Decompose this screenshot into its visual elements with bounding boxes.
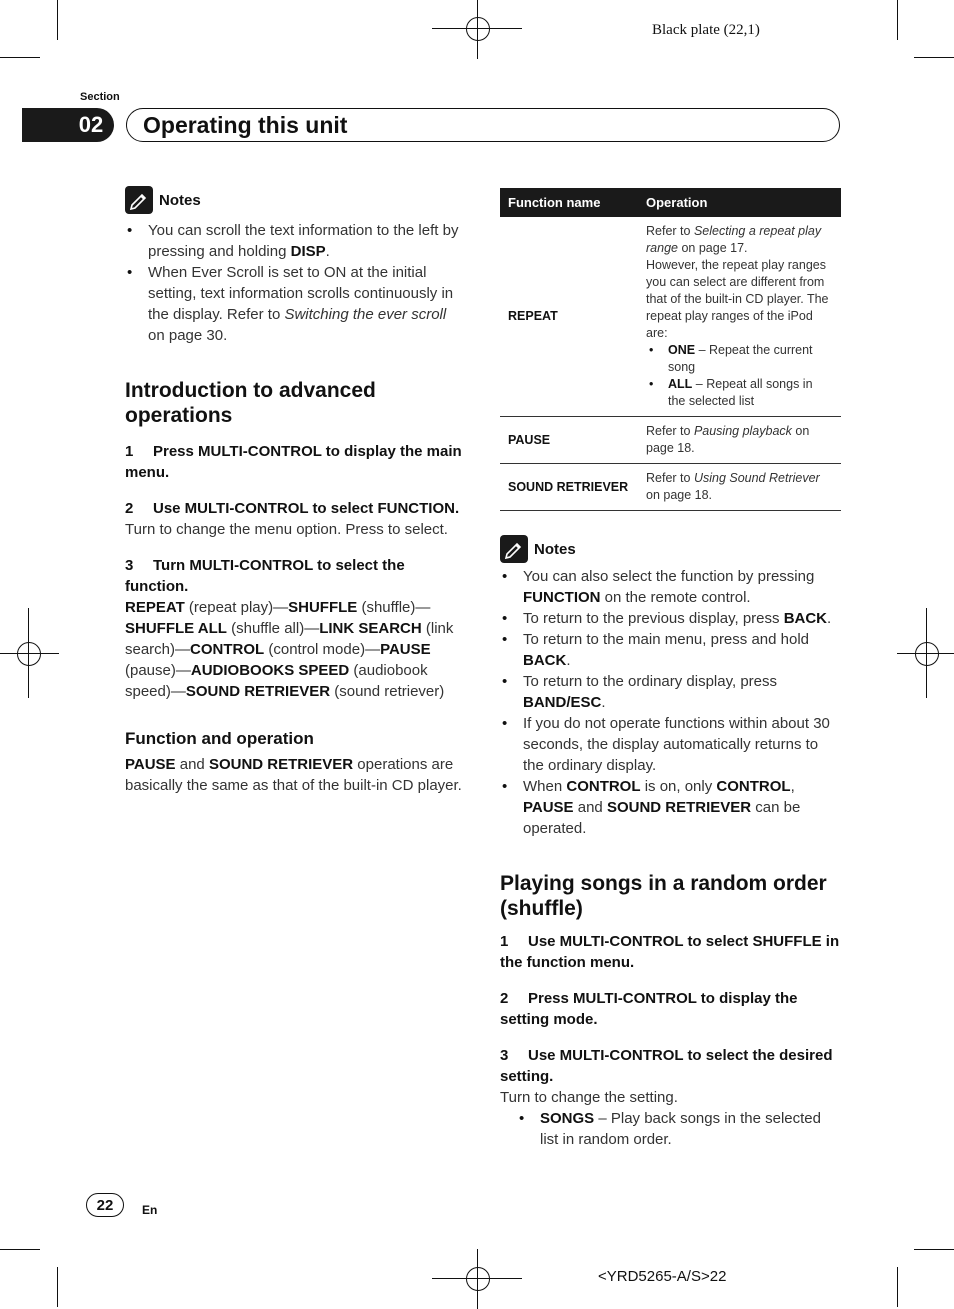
shuffle-step-1: 1 Use MULTI-CONTROL to select SHUFFLE in the function menu. <box>500 933 840 971</box>
function-sequence: REPEAT (repeat play)—SHUFFLE (shuffle)—SHUFFLE ALL (shuffle all)—LINK SEARCH (link search)—CONTROL (control mode)—PAUSE (pause)—AUDIOBOOKS SPEED (audiobook speed)—SOUND RETRIEVER (sound retriever) <box>125 599 454 700</box>
registration-mark-top <box>460 11 496 47</box>
list-item: • If you do not operate functions within about 30 seconds, the display automatically returns to the ordinary display. <box>500 713 841 776</box>
list-item: • To return to the previous display, press BACK. <box>500 608 841 629</box>
crop-mark <box>57 0 58 40</box>
list-item: • You can also select the function by pressing FUNCTION on the remote control. <box>500 566 841 608</box>
right-column <box>500 188 841 1150</box>
shuffle-heading: Playing songs in a random order (shuffle) <box>500 872 827 920</box>
list-item: • SONGS – Play back songs in the selected list in random order. <box>517 1108 841 1150</box>
list-item: • When Ever Scroll is set to ON at the initial setting, text information scrolls continuously in the display. Refer to Switching the ever scroll on page 30. <box>125 262 465 346</box>
operation-cell: Refer to Using Sound Retriever on page 18. <box>638 464 841 511</box>
section-title: Operating this unit <box>126 108 840 142</box>
pencil-icon <box>125 186 153 214</box>
table-header-row <box>500 188 841 217</box>
list-item: • To return to the ordinary display, press BAND/ESC. <box>500 671 841 713</box>
document-code: <YRD5265-A/S>22 <box>598 1268 727 1285</box>
repeat-options-list <box>646 342 831 410</box>
plate-label: Black plate (22,1) <box>652 22 760 38</box>
intro-step-3: 3 Turn MULTI-CONTROL to select the function. <box>125 557 405 595</box>
table-row <box>500 217 841 417</box>
crop-mark <box>897 1267 898 1307</box>
registration-mark-right <box>909 636 945 672</box>
shuffle-step-3: 3 Use MULTI-CONTROL to select the desired setting. <box>500 1047 833 1085</box>
table-row <box>500 464 841 511</box>
intro-step-2: 2 Use MULTI-CONTROL to select FUNCTION. <box>125 500 460 517</box>
intro-step-2-desc: Turn to change the menu option. Press to select. <box>125 521 448 538</box>
registration-mark-bottom <box>460 1261 496 1297</box>
function-name-cell: SOUND RETRIEVER <box>500 464 638 511</box>
list-item: • When CONTROL is on, only CONTROL, PAUSE and SOUND RETRIEVER can be operated. <box>500 776 841 839</box>
crop-mark <box>914 1249 954 1250</box>
list-item: • To return to the main menu, press and hold BACK. <box>500 629 841 671</box>
notes-heading <box>125 186 465 214</box>
column-header-operation: Operation <box>638 188 841 217</box>
shuffle-step-3-desc: Turn to change the setting. <box>500 1089 678 1106</box>
list-item: • ALL – Repeat all songs in the selected list <box>646 376 831 410</box>
function-operation-text: PAUSE and SOUND RETRIEVER operations are basically the same as that of the built-in CD player. <box>125 756 462 794</box>
crop-mark <box>0 57 40 58</box>
table-row <box>500 417 841 464</box>
section-label: Section <box>80 91 120 103</box>
operation-cell: Refer to Selecting a repeat play range on page 17. However, the repeat play ranges you can select are different from that of the built-in CD player. The repeat play ranges of the iPod are: • ONE – Repeat the current song • ALL – Repeat all songs in the selected list <box>638 217 841 417</box>
notes-list <box>125 220 465 346</box>
notes-heading-text: Notes <box>159 191 201 209</box>
registration-mark-left <box>11 636 47 672</box>
column-header-function-name: Function name <box>500 188 638 217</box>
shuffle-options-list <box>517 1108 841 1150</box>
list-item: • ONE – Repeat the current song <box>646 342 831 376</box>
notes-heading <box>500 535 841 563</box>
pencil-icon <box>500 535 528 563</box>
function-name-cell: PAUSE <box>500 417 638 464</box>
crop-mark <box>914 57 954 58</box>
section-number: 02 <box>78 112 104 137</box>
function-operation-heading: Function and operation <box>125 729 314 748</box>
crop-mark <box>57 1267 58 1307</box>
crop-mark <box>897 0 898 40</box>
list-item: • You can scroll the text information to the left by pressing and holding DISP. <box>125 220 465 262</box>
operation-cell: Refer to Pausing playback on page 18. <box>638 417 841 464</box>
left-column <box>125 186 465 796</box>
function-name-cell: REPEAT <box>500 217 638 417</box>
intro-step-1: 1 Press MULTI-CONTROL to display the main menu. <box>125 443 462 481</box>
page-number: 22 <box>86 1193 124 1217</box>
crop-mark <box>0 1249 40 1250</box>
notes-list <box>500 566 841 839</box>
function-table <box>500 188 841 511</box>
section-number-tab <box>22 108 114 142</box>
language-label: En <box>142 1203 158 1217</box>
notes-heading-text: Notes <box>534 540 576 558</box>
shuffle-step-2: 2 Press MULTI-CONTROL to display the setting mode. <box>500 990 798 1028</box>
intro-heading: Introduction to advanced operations <box>125 379 376 427</box>
